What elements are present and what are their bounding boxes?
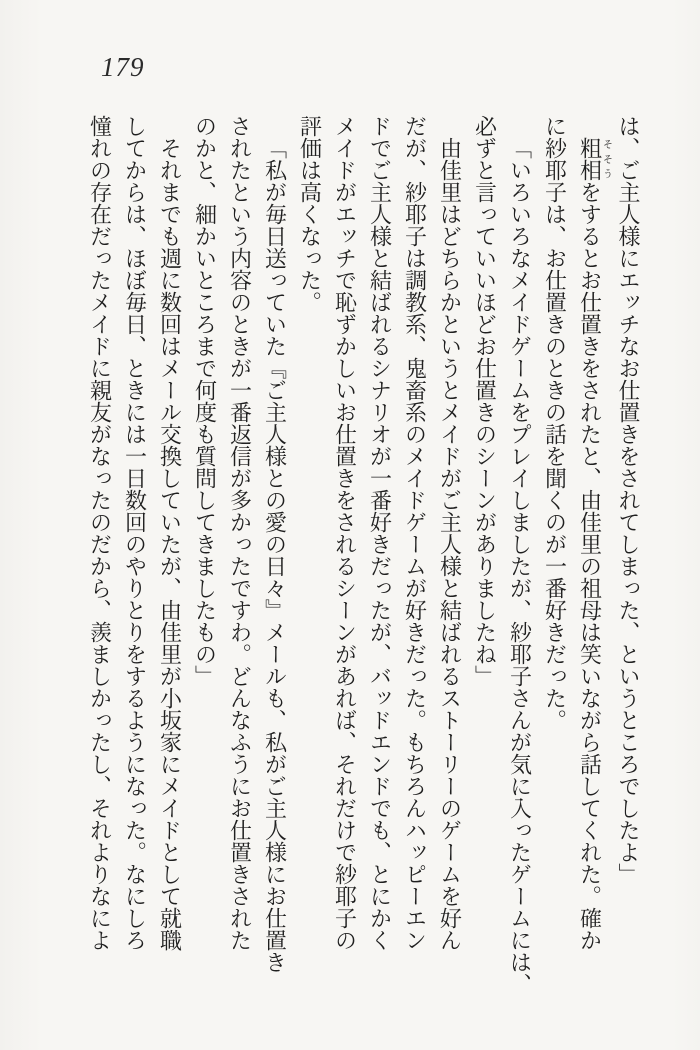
text-line: 由佳里はどちらかというとメイドがご主人様と結ばれるストーリーのゲームを好ん <box>437 137 463 951</box>
text-line: 憧れの存在だったメイドに親友がなったのだから、羨ましかったし、それよりなによ <box>87 115 113 951</box>
text-line: してからは、ほぼ毎日、ときには一日数回のやりとりをするようになった。なにしろ <box>122 115 148 951</box>
text-line: ドでご主人様と結ばれるシナリオが一番好きだったが、バッドエンドでも、とにかく <box>367 115 393 951</box>
text-line: されたという内容のときが一番返信が多かったですわ。どんなふうにお仕置きされた <box>227 115 253 951</box>
text-line: に紗耶子は、お仕置きのときの話を聞くのが一番好きだった。 <box>542 115 568 731</box>
text-line: 評価は高くなった。 <box>297 115 323 313</box>
text-line: は、ご主人様にエッチなお仕置きをされてしまった、というところでしたよ」 <box>616 115 641 885</box>
text-line: メイドがエッチで恥ずかしいお仕置きをされるシーンがあれば、それだけで紗耶子の <box>332 115 358 951</box>
text-line: 必ずと言っていいほどお仕置きのシーンがありましたね」 <box>472 115 498 687</box>
text-line: 「いろいろなメイドゲームをプレイしましたが、紗耶子さんが気に入ったゲームには、 <box>507 137 533 995</box>
vertical-text-block <box>86 115 646 1005</box>
text-line: それまでも週に数回はメール交換していたが、由佳里が小坂家にメイドとして就職 <box>157 137 183 951</box>
page-number: 179 <box>101 52 145 82</box>
furigana: そそう <box>600 137 612 181</box>
text-line: 粗相そそうをするとお仕置きをされたと、由佳里の祖母は笑いながら話してくれた。確か <box>577 137 612 951</box>
text-line: 「私が毎日送っていた『ご主人様との愛の日々』メールも、私がご主人様にお仕置き <box>262 137 288 973</box>
text-line: だが、紗耶子は調教系、鬼畜系のメイドゲームが好きだった。もちろんハッピーエン <box>402 115 428 951</box>
ruby-base: 粗相そそう <box>577 137 612 181</box>
text-line: のかと、細かいところまで何度も質問してきましたもの」 <box>192 115 218 687</box>
